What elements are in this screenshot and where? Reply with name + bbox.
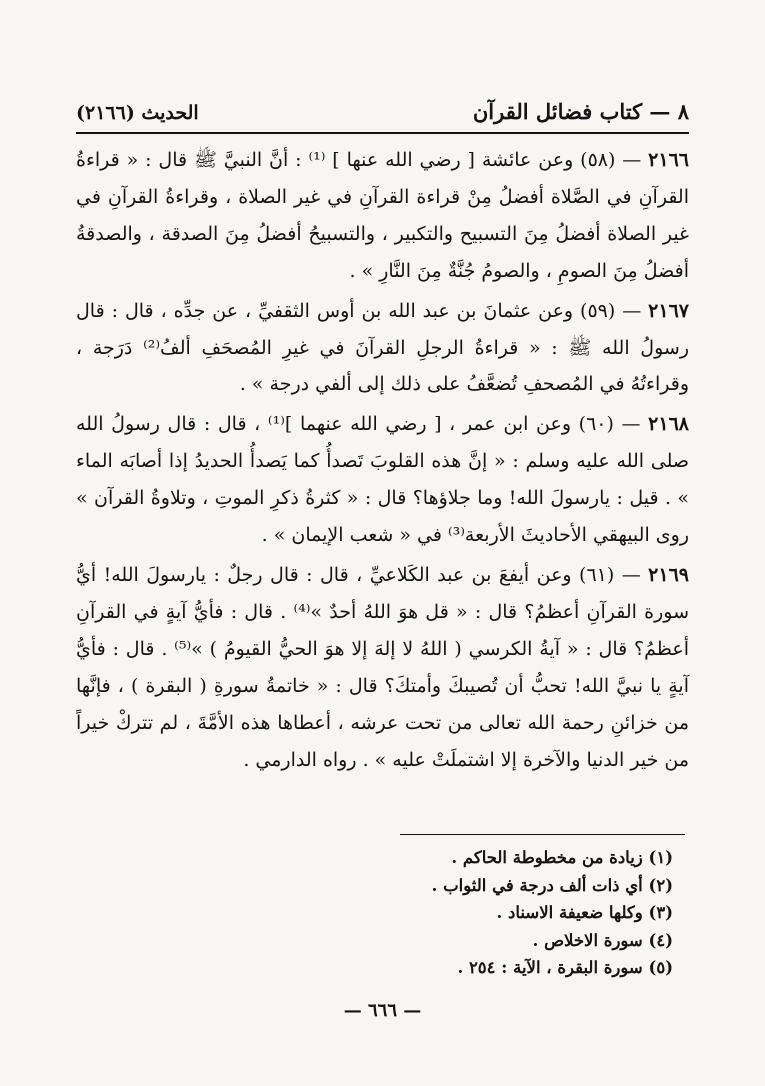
hadith-2167 [76, 293, 689, 404]
hadith-2169 [76, 557, 689, 778]
hadith-body: — (٦١) وعن أيفعَ بن عبد الكَلاعيِّ ، قال : قال رجلٌ : يارسولَ الله! أيُّ سورة القرآنِ أعظمُ؟ قال : « قل هوَ اللهُ أحدٌ »⁽⁴⁾ . قال : فأيُّ آيةٍ في القرآنِ أعظمُ؟ قال : « آيةُ الكرسي ( اللهُ لا إلهَ إلا هوَ الحيُّ القيومُ ) »⁽⁵⁾ . قال : فأيُّ آيةٍ يا نبيَّ الله! تحبُّ أن تُصيبكَ وأمتكَ؟ قال : « خاتمةُ سورةِ ( البقرة ) ، فإنَّها من خزائنِ رحمة الله تعالى من تحت عرشه ، أعطاها هذه الأمَّةَ ، لم تتركْ خيراً من خير الدنيا والآخرة إلا اشتملَتْ عليه » . رواه الدارمي . [76, 563, 689, 771]
hadith-body: — (٥٩) وعن عثمانَ بن عبد الله بن أوس الثقفيِّ ، عن جدِّه ، قال : قال رسولُ الله ﷺ : « قراءةُ الرجلِ القرآنَ في غيرِ المُصحَفِ ألفُ⁽²⁾ دَرَجة ، وقراءتُهُ في المُصحفِ تُضعَّفُ على ذلك إلى ألفي درجة » . [76, 299, 690, 396]
footnote-5: (٥) سورة البقرة ، الآية : ٢٥٤ . [457, 958, 673, 977]
footnote-1: (١) زيادة من مخطوطة الحاكم . [451, 848, 673, 867]
hadith-number: ٢١٦٩ [648, 563, 689, 586]
footnotes [80, 844, 673, 982]
hadith-number: ٢١٦٧ [648, 299, 689, 322]
footnote-3: (٣) وكلها ضعيفة الاسناد . [496, 903, 673, 922]
footnote-2: (٢) أي ذات ألف درجة في الثواب . [431, 875, 673, 895]
header-rule [76, 132, 689, 134]
footnote-rule [400, 834, 685, 835]
footnote-4: (٤) سورة الاخلاص . [532, 930, 673, 950]
running-header [76, 84, 689, 130]
hadith-2166 [76, 142, 689, 290]
hadith-body: — (٦٠) وعن ابن عمر ، [ رضي الله عنهما ]⁽¹⁾ ، قال : قال رسولُ الله صلى الله عليه وسلم : « إنَّ هذه القلوبَ تَصدأُ كما يَصدأُ الحديدُ إذا أصابَه الماء » . قيل : يارسولَ الله! وما جلاؤها؟ قال : « كثرةُ ذكرِ الموتِ ، وتلاوةُ القرآن » روى البيهقي الأحاديثَ الأربعة⁽³⁾ في « شعب الإيمان » . [76, 413, 689, 547]
chapter-title: ٨ — كتاب فضائل القرآن [472, 99, 689, 124]
hadith-body: — (٥٨) وعن عائشة [ رضي الله عنها ] ⁽¹⁾ : أنَّ النبيَّ ﷺ قال : « قراءةُ القرآنِ في الصَّلاة أفضلُ مِنْ قراءة القرآنِ في غير الصلاة ، وقراءةُ القرآنِ في غير الصلاة أفضلُ مِنَ التسبيح والتكبير ، والتسبيحُ أفضلُ مِنَ الصدقة ، والصدقةُ أفضلُ مِنَ الصومِ ، والصومُ جُنَّةٌ مِنَ النَّارِ » . [76, 149, 689, 282]
hadith-2168 [76, 406, 689, 554]
hadith-number: ٢١٦٨ [648, 413, 689, 436]
hadith-number: ٢١٦٦ [648, 149, 689, 171]
page-number: — ٦٦٦ — [343, 1000, 422, 1021]
hadith-range: الحديث (٢١٦٦) [76, 102, 199, 124]
hadith-text [76, 142, 689, 781]
